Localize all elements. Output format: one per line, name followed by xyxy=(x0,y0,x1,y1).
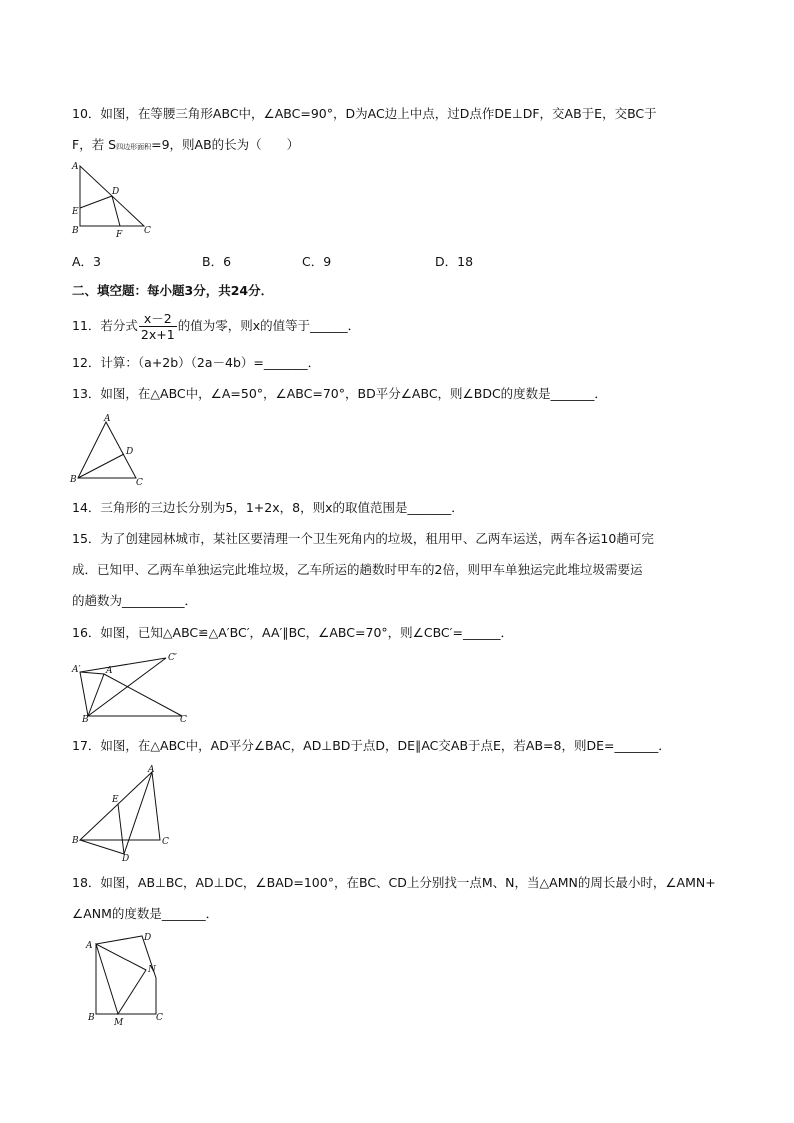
q17-label-d: D xyxy=(122,854,130,862)
q12-line: 12．计算：（a+2b）（2a－4b）=_______． xyxy=(72,355,321,370)
q10-label-f: F xyxy=(116,230,123,240)
q10-figure xyxy=(68,160,158,240)
q10-line1: 10．如图，在等腰三角形ABC中，∠ABC=90°，D为AC边上中点，过D点作DE⊥DF，交AB于E，交BC于 xyxy=(72,106,657,121)
q13-label-d: D xyxy=(126,447,134,457)
q10-label-a: A xyxy=(72,162,79,172)
q18-line2: ∠ANM的度数是_______． xyxy=(72,906,219,921)
q18-label-d: D xyxy=(144,933,152,943)
q13-line: 13．如图，在△ABC中，∠A=50°，∠ABC=70°，BD平分∠ABC，则∠BDC的度数是_______． xyxy=(72,386,607,401)
q11-fraction xyxy=(139,311,177,342)
q17-segments-bd-ad xyxy=(80,772,152,854)
q11-line xyxy=(72,308,360,344)
q16-label-a: A xyxy=(106,666,113,676)
q15-line3: 的趟数为__________． xyxy=(72,593,198,608)
q16-label-c: C xyxy=(180,715,187,724)
q13-segment-bd xyxy=(78,454,124,478)
q16-line: 16．如图，已知△ABC≌△A′BC′，AA′∥BC，∠ABC=70°，则∠CBC′=______． xyxy=(72,625,513,640)
q18-label-m: M xyxy=(114,1018,124,1028)
q13-label-c: C xyxy=(136,478,143,486)
q16-triangle-a1bc1 xyxy=(80,658,166,716)
q16-label-a1: A′ xyxy=(72,665,81,675)
q17-label-a: A xyxy=(148,765,155,775)
q16-triangle-abc xyxy=(88,674,182,716)
section-heading-fill-in: 二、填空题：每小题3分，共24分． xyxy=(72,283,274,298)
q16-label-b: B xyxy=(82,715,89,724)
q14-line: 14．三角形的三边长分别为5，1+2x，8，则x的取值范围是_______． xyxy=(72,500,464,515)
q10-label-d: D xyxy=(112,187,120,197)
q10-segment-ed xyxy=(80,196,112,208)
q17-label-c: C xyxy=(162,837,169,847)
q10-label-e: E xyxy=(72,207,79,217)
q11-suffix: 的值为零，则x的值等于______． xyxy=(177,318,361,333)
q18-line1: 18．如图，AB⊥BC，AD⊥DC，∠BAD=100°，在BC、CD上分别找一点M、N，当△AMN的周长最小时，∠AMN+ xyxy=(72,875,716,890)
q16-segment-aa1 xyxy=(80,672,104,674)
q16-figure xyxy=(68,650,198,724)
q10-choice-a: A．3 xyxy=(72,254,102,269)
q11-denominator: 2x+1 xyxy=(140,327,175,342)
q10-area-sub: 四边形面积 xyxy=(116,143,152,151)
q10-choice-b: B．6 xyxy=(202,254,232,269)
q10-line2 xyxy=(72,137,299,155)
q17-label-b: B xyxy=(72,836,79,846)
q15-line2: 成．已知甲、乙两车单独运完此堆垃圾，乙车所运的趟数时甲车的2倍，则甲车单独运完此堆垃圾需要运 xyxy=(72,562,643,577)
q13-figure xyxy=(70,412,150,486)
q13-label-a: A xyxy=(104,414,111,424)
q10-choice-d: D．18 xyxy=(435,254,474,269)
q11-numerator: x－2 xyxy=(139,311,177,327)
q18-triangle-amn xyxy=(96,944,146,1014)
q18-label-n: N xyxy=(148,965,156,975)
q17-line: 17．如图，在△ABC中，AD平分∠BAC，AD⊥BD于点D，DE∥AC交AB于点E，若AB=8，则DE=_______． xyxy=(72,738,671,753)
q18-label-c: C xyxy=(156,1013,163,1023)
q15-line1: 15．为了创建园林城市，某社区要清理一个卫生死角内的垃圾，租用甲、乙两车运送，两车各运10趟可完 xyxy=(72,531,654,546)
q10-label-c: C xyxy=(144,226,151,236)
q18-label-b: B xyxy=(88,1013,95,1023)
q13-label-b: B xyxy=(70,475,77,485)
q18-label-a: A xyxy=(86,941,93,951)
q11-prefix: 11．若分式 xyxy=(72,318,138,333)
q10-choice-c: C．9 xyxy=(302,254,332,269)
q17-figure xyxy=(68,762,178,862)
q18-figure xyxy=(82,932,172,1028)
q10-area-prefix: F，若 S xyxy=(72,137,117,152)
q10-segment-df xyxy=(112,196,120,226)
q10-label-b: B xyxy=(72,226,79,236)
q10-area-suffix: =9，则AB的长为（ ） xyxy=(151,137,300,152)
q17-segment-ed xyxy=(118,804,124,854)
q16-label-c1: C′ xyxy=(168,653,177,663)
q17-label-e: E xyxy=(112,795,119,805)
